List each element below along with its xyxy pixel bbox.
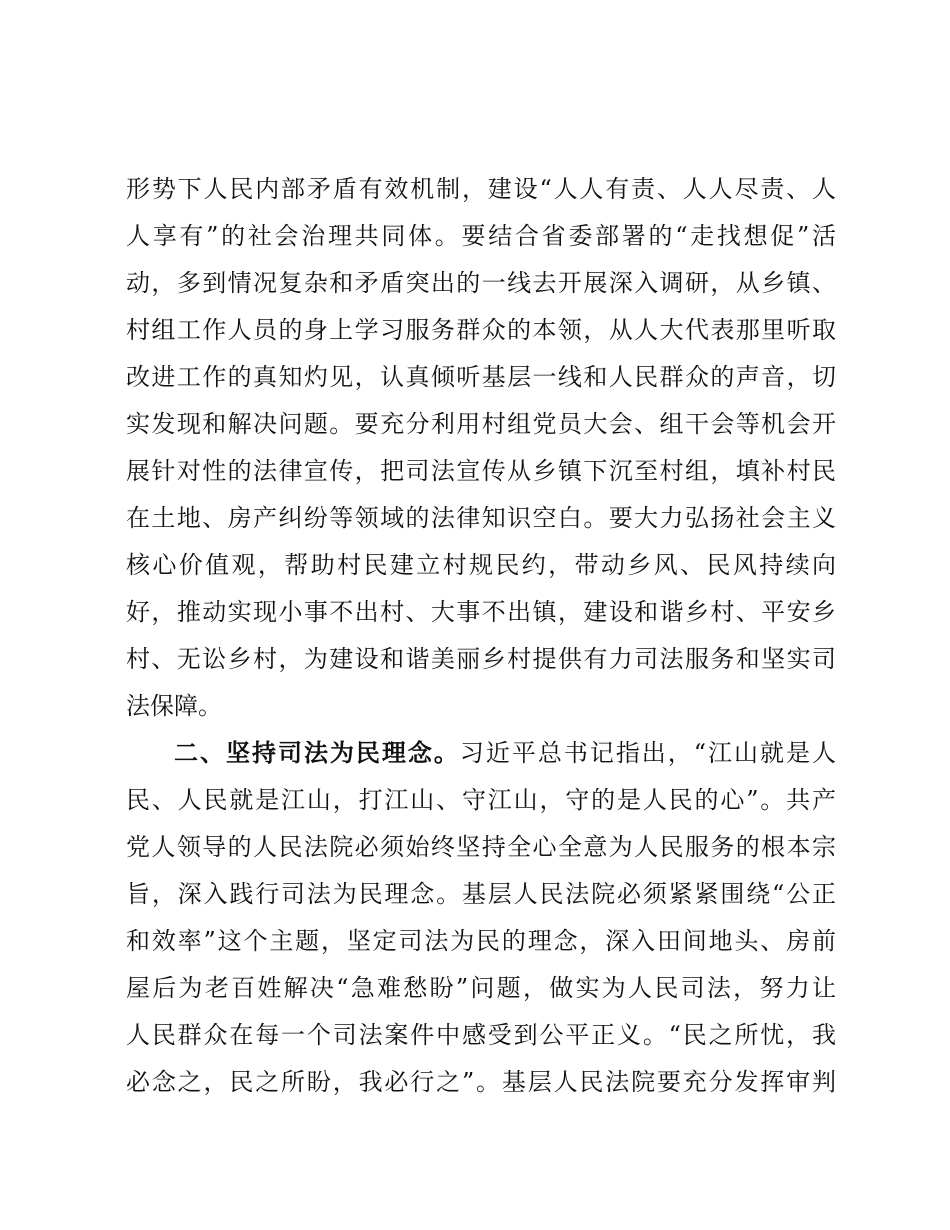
section-first-line: [126, 730, 836, 777]
paragraph-2: [126, 730, 836, 1106]
text-line: 和效率”这个主题，坚定司法为民的理念，深入田间地头、房前: [126, 927, 836, 955]
text-line: 党人领导的人民法院必须始终坚持全心全意为人民服务的根本宗: [126, 833, 836, 861]
text-line: 在土地、房产纠纷等领域的法律知识空白。要大力弘扬社会主义: [126, 504, 836, 532]
text-line: 展针对性的法律宣传，把司法宣传从乡镇下沉至村组，填补村民: [126, 457, 836, 485]
paragraph-1: [126, 166, 836, 730]
text-line: 旨，深入践行司法为民理念。基层人民法院必须紧紧围绕“公正: [126, 880, 836, 908]
text-line: 法保障。: [126, 692, 222, 720]
text-line: 动，多到情况复杂和矛盾突出的一线去开展深入调研，从乡镇、: [126, 269, 836, 297]
text-line: 必念之，民之所盼，我必行之”。基层人民法院要充分发挥审判: [126, 1068, 836, 1096]
text-line: 村、无讼乡村，为建设和谐美丽乡村提供有力司法服务和坚实司: [126, 645, 836, 673]
text-line: 人享有”的社会治理共同体。要结合省委部署的“走找想促”活: [126, 222, 836, 250]
text-line: 屋后为老百姓解决“急难愁盼”问题，做实为人民司法，努力让: [126, 974, 836, 1002]
body-text: [126, 166, 836, 1106]
text-line: 形势下人民内部矛盾有效机制，建设“人人有责、人人尽责、人: [126, 175, 836, 203]
section-heading: 二、坚持司法为民理念。: [174, 739, 460, 767]
text-line: 村组工作人员的身上学习服务群众的本领，从人大代表那里听取: [126, 316, 836, 344]
text-line: 实发现和解决问题。要充分利用村组党员大会、组干会等机会开: [126, 410, 836, 438]
text-line: 人民群众在每一个司法案件中感受到公平正义。“民之所忧，我: [126, 1021, 836, 1049]
text-line: 改进工作的真知灼见，认真倾听基层一线和人民群众的声音，切: [126, 363, 836, 391]
section-first-line-text: 习近平总书记指出，“江山就是人: [459, 739, 836, 767]
text-line: 民、人民就是江山，打江山、守江山，守的是人民的心”。共产: [126, 786, 836, 814]
text-line: 核心价值观，帮助村民建立村规民约，带动乡风、民风持续向: [126, 551, 836, 579]
text-line: 好，推动实现小事不出村、大事不出镇，建设和谐乡村、平安乡: [126, 598, 836, 626]
